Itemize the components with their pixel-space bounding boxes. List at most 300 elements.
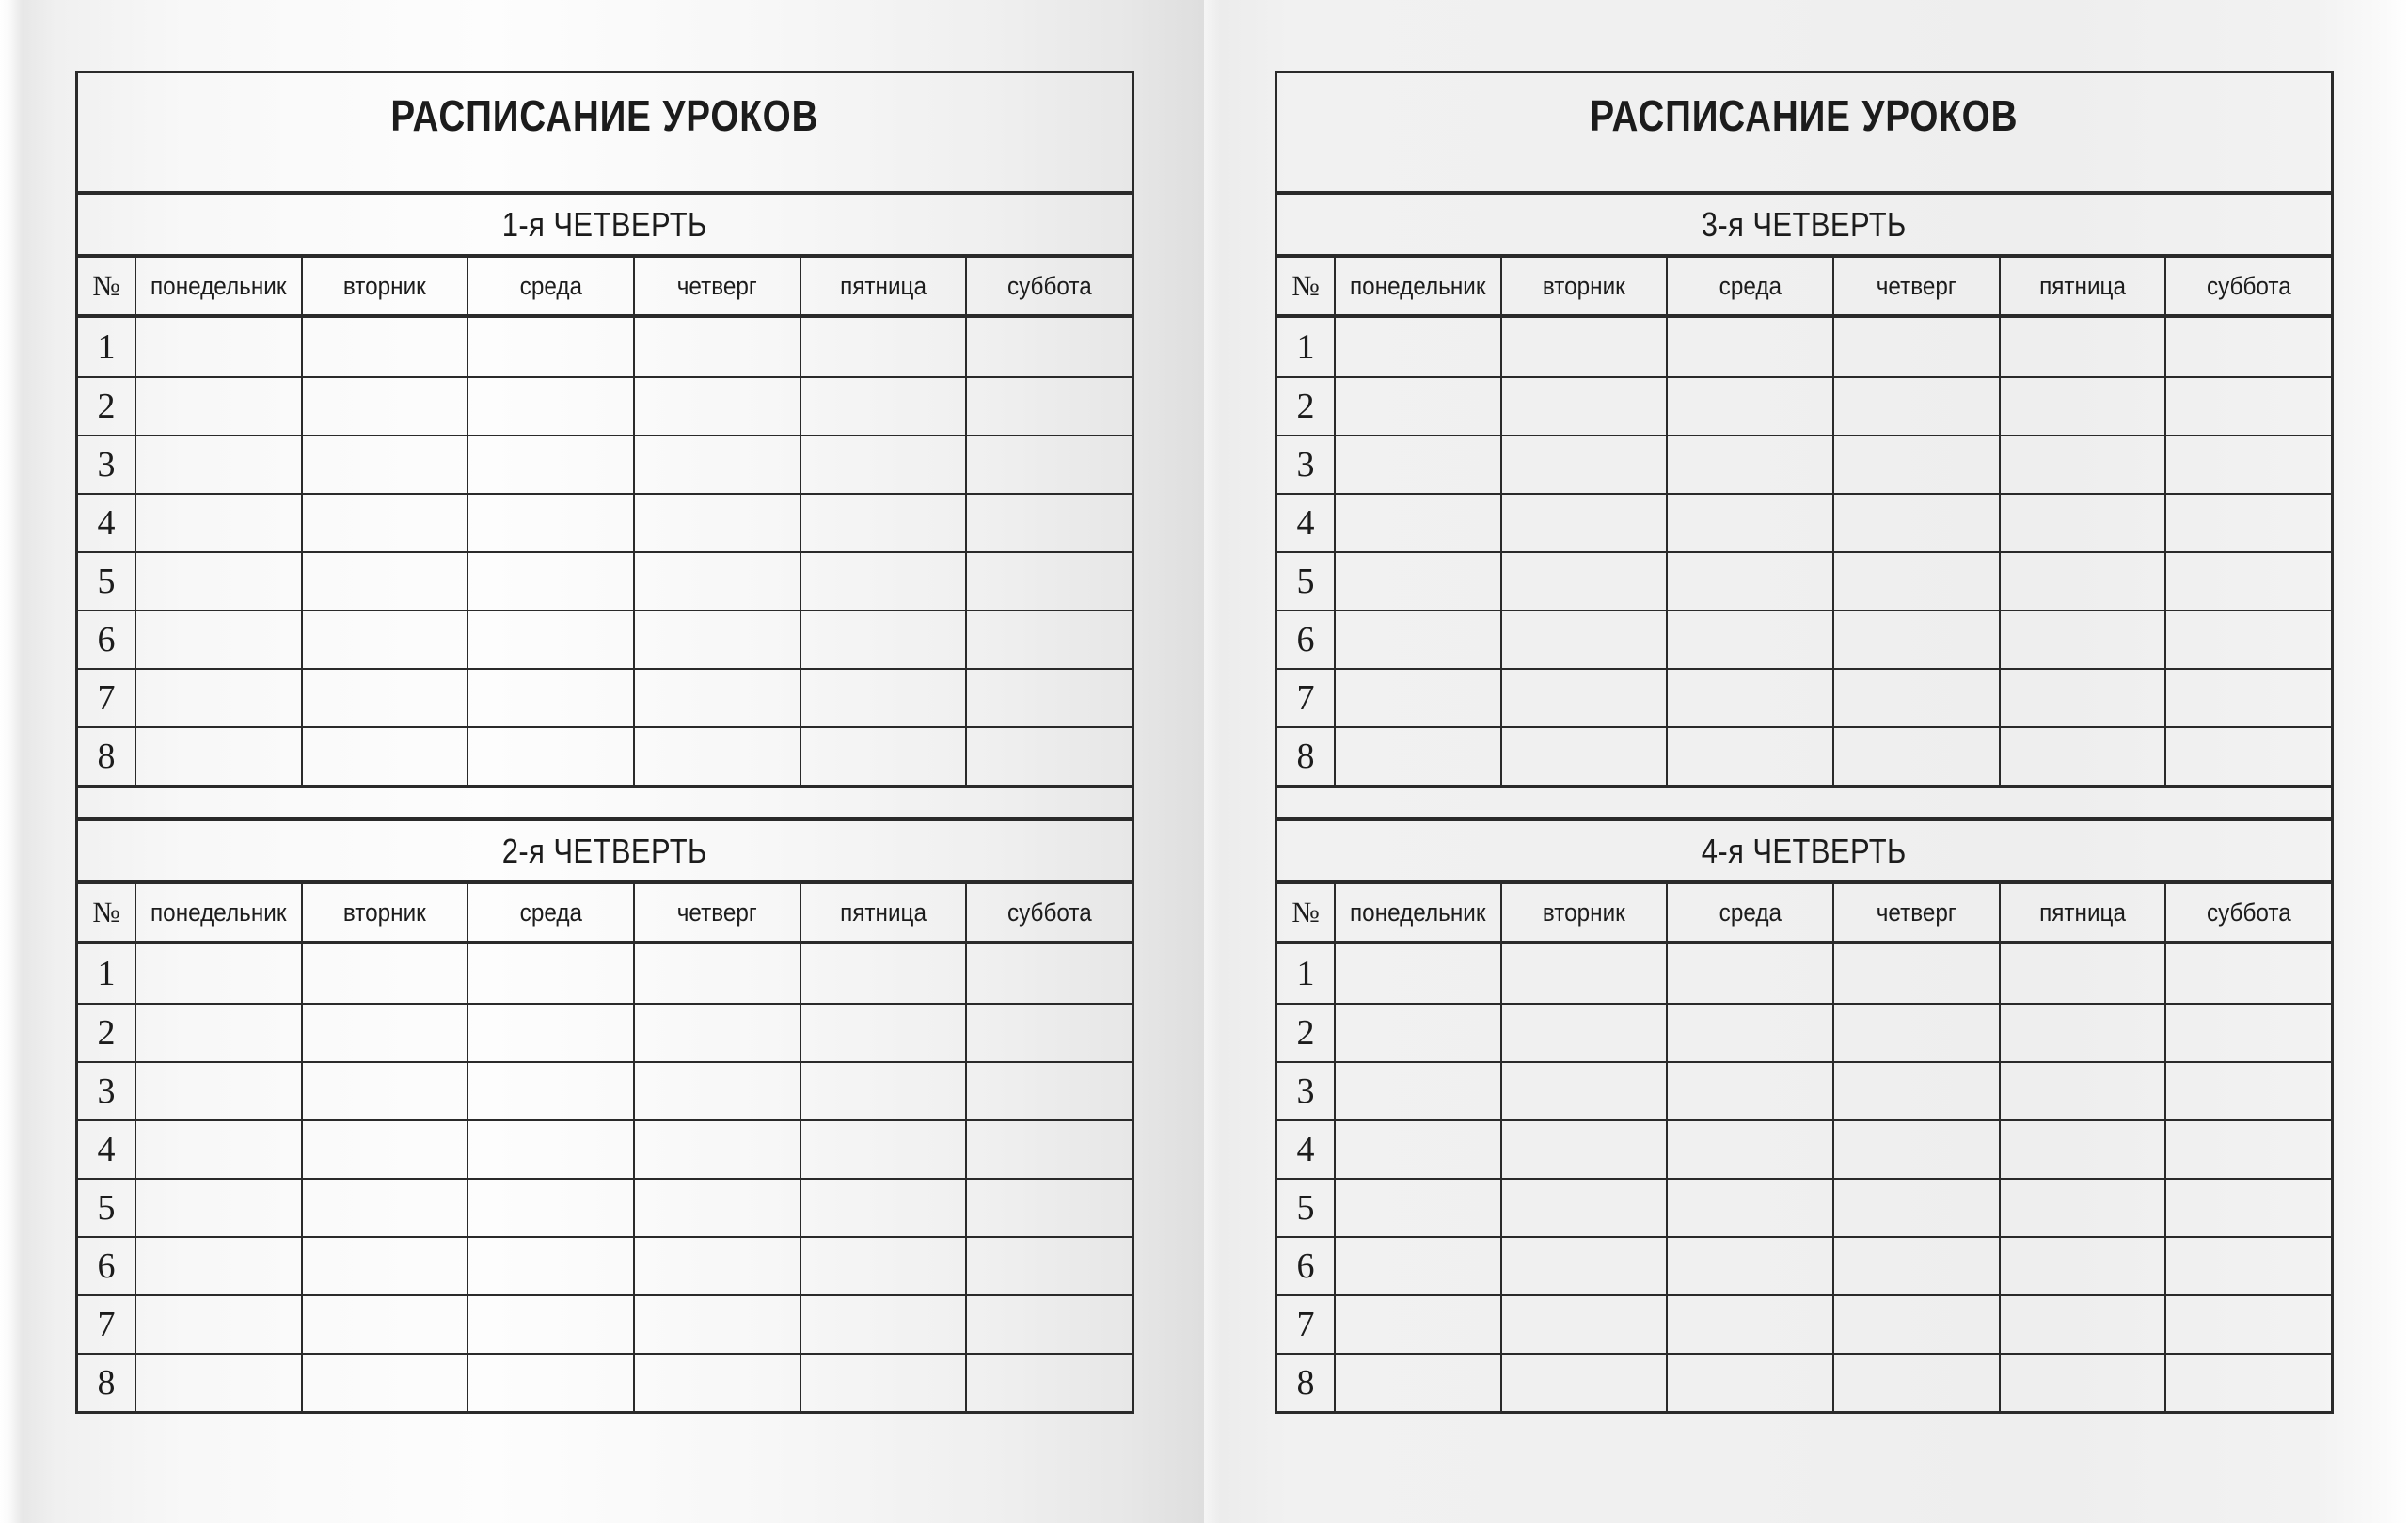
day-column-header-label: среда <box>519 271 582 300</box>
lesson-cell <box>965 728 1132 785</box>
lesson-cell <box>135 495 301 551</box>
page-right <box>1204 0 2408 1523</box>
lesson-cell <box>2164 1355 2331 1411</box>
lesson-cell <box>467 1296 633 1353</box>
lesson-cell <box>467 1238 633 1294</box>
lesson-cell <box>633 436 800 493</box>
day-column-header <box>1999 258 2165 314</box>
lesson-row <box>1277 551 2331 610</box>
day-column-header <box>800 884 966 941</box>
lesson-row <box>78 1236 1132 1294</box>
lesson-number: 8 <box>1296 1363 1315 1403</box>
lesson-number: 6 <box>97 620 116 659</box>
lesson-cell <box>135 1355 301 1411</box>
lesson-cell <box>1666 378 1832 435</box>
day-column-header-label: вторник <box>1543 897 1625 927</box>
day-column-header <box>135 258 301 314</box>
lesson-cell <box>1832 1180 1999 1236</box>
num-column-header-label: № <box>1291 896 1320 928</box>
lesson-cell <box>135 1296 301 1353</box>
schedule-sheet-right <box>1275 71 2334 1414</box>
day-column-header <box>301 884 467 941</box>
lesson-cell <box>965 553 1132 610</box>
day-column-header <box>1832 258 1999 314</box>
lesson-number-cell <box>78 1063 135 1119</box>
lesson-cell <box>965 495 1132 551</box>
lesson-cell <box>1832 436 1999 493</box>
day-column-header-label: четверг <box>1876 271 1956 300</box>
day-column-header <box>1500 884 1667 941</box>
lesson-number-cell <box>1277 1180 1334 1236</box>
lesson-cell <box>2164 1238 2331 1294</box>
lesson-row <box>78 1003 1132 1061</box>
lesson-cell <box>1500 670 1667 726</box>
lesson-cell <box>1999 944 2165 1003</box>
lesson-cell <box>1334 1121 1500 1178</box>
lesson-cell <box>800 318 966 376</box>
lesson-cell <box>301 1355 467 1411</box>
lesson-number-cell <box>1277 436 1334 493</box>
lesson-cell <box>2164 1063 2331 1119</box>
lesson-number-cell <box>1277 1355 1334 1411</box>
lesson-cell <box>301 1063 467 1119</box>
lesson-number-cell <box>78 944 135 1003</box>
lesson-row <box>1277 1003 2331 1061</box>
day-column-header <box>965 884 1132 941</box>
lesson-cell <box>1999 1180 2165 1236</box>
schedule-title-band <box>1277 73 2331 195</box>
lesson-cell <box>1500 728 1667 785</box>
lesson-cell <box>633 553 800 610</box>
lesson-row <box>78 944 1132 1003</box>
quarter-label: 4-я ЧЕТВЕРТЬ <box>1701 831 1908 870</box>
header-row <box>1277 254 2331 318</box>
lesson-cell <box>301 1121 467 1178</box>
lesson-number: 2 <box>97 387 116 426</box>
lesson-number-cell <box>1277 378 1334 435</box>
lesson-number-cell <box>78 1238 135 1294</box>
lesson-cell <box>800 1180 966 1236</box>
lesson-cell <box>467 553 633 610</box>
lesson-number-cell <box>78 553 135 610</box>
lesson-cell <box>301 1238 467 1294</box>
lesson-row <box>1277 726 2331 785</box>
lesson-cell <box>965 436 1132 493</box>
lesson-cell <box>1500 436 1667 493</box>
lesson-cell <box>2164 553 2331 610</box>
lesson-cell <box>2164 318 2331 376</box>
lesson-cell <box>965 670 1132 726</box>
day-column-header <box>1666 884 1832 941</box>
lesson-cell <box>1999 436 2165 493</box>
lesson-cell <box>800 1296 966 1353</box>
lesson-cell <box>1666 1121 1832 1178</box>
lesson-number-cell <box>1277 318 1334 376</box>
lesson-cell <box>1999 1121 2165 1178</box>
lesson-cell <box>1999 1005 2165 1061</box>
lesson-number: 2 <box>1296 387 1315 426</box>
lesson-cell <box>301 944 467 1003</box>
lesson-cell <box>1334 1063 1500 1119</box>
lesson-number-cell <box>78 611 135 668</box>
day-column-header-label: вторник <box>343 897 426 927</box>
lesson-cell <box>301 1005 467 1061</box>
lesson-cell <box>800 944 966 1003</box>
lesson-cell <box>800 1355 966 1411</box>
quarter-table <box>1277 880 2331 1411</box>
day-column-header <box>2164 258 2331 314</box>
lesson-cell <box>1500 553 1667 610</box>
day-column-header-label: пятница <box>2039 897 2126 927</box>
lesson-cell <box>1999 1063 2165 1119</box>
lesson-number: 1 <box>1296 954 1315 993</box>
day-column-header <box>965 258 1132 314</box>
lesson-cell <box>135 378 301 435</box>
lesson-row <box>1277 435 2331 493</box>
lesson-row <box>1277 1236 2331 1294</box>
lesson-cell <box>467 1063 633 1119</box>
lesson-row <box>78 1353 1132 1411</box>
day-column-header-label: понедельник <box>150 271 287 300</box>
lesson-cell <box>1999 495 2165 551</box>
header-row <box>1277 880 2331 944</box>
day-column-header <box>135 884 301 941</box>
lesson-cell <box>467 1355 633 1411</box>
day-column-header-label: понедельник <box>1350 271 1486 300</box>
lesson-cell <box>800 378 966 435</box>
lesson-number-cell <box>1277 1296 1334 1353</box>
lesson-cell <box>633 318 800 376</box>
lesson-number: 7 <box>1296 678 1315 718</box>
day-column-header <box>467 884 633 941</box>
lesson-cell <box>965 1121 1132 1178</box>
lesson-cell <box>2164 1296 2331 1353</box>
lesson-cell <box>1500 1238 1667 1294</box>
lesson-cell <box>1832 553 1999 610</box>
day-column-header <box>2164 884 2331 941</box>
day-column-header <box>800 258 966 314</box>
lesson-cell <box>301 495 467 551</box>
lesson-number-cell <box>78 436 135 493</box>
lesson-cell <box>633 1063 800 1119</box>
num-column-header-label: № <box>1291 269 1320 302</box>
lesson-cell <box>1832 318 1999 376</box>
lesson-cell <box>135 1238 301 1294</box>
day-column-header-label: понедельник <box>150 897 287 927</box>
lesson-cell <box>965 611 1132 668</box>
lesson-cell <box>1334 495 1500 551</box>
day-column-header <box>1334 884 1500 941</box>
lesson-cell <box>1999 1296 2165 1353</box>
lesson-cell <box>800 553 966 610</box>
lesson-cell <box>1832 1121 1999 1178</box>
day-column-header-label: среда <box>519 897 582 927</box>
lesson-number: 8 <box>97 737 116 776</box>
lesson-cell <box>800 670 966 726</box>
lesson-cell <box>1500 611 1667 668</box>
lesson-cell <box>301 728 467 785</box>
day-column-header-label: четверг <box>1876 897 1956 927</box>
day-column-header-label: пятница <box>2039 271 2126 300</box>
num-column-header <box>78 258 135 314</box>
day-column-header-label: суббота <box>1006 271 1092 300</box>
lesson-cell <box>1832 670 1999 726</box>
lesson-row <box>1277 1353 2331 1411</box>
quarter-band <box>78 821 1132 880</box>
lesson-cell <box>1666 436 1832 493</box>
lesson-cell <box>633 378 800 435</box>
quarter-label: 2-я ЧЕТВЕРТЬ <box>501 831 708 870</box>
lesson-cell <box>135 1005 301 1061</box>
quarter-label: 1-я ЧЕТВЕРТЬ <box>501 204 708 244</box>
lesson-cell <box>1500 1121 1667 1178</box>
lesson-cell <box>1666 495 1832 551</box>
lesson-cell <box>1999 318 2165 376</box>
num-column-header <box>1277 258 1334 314</box>
lesson-row <box>78 318 1132 376</box>
lesson-cell <box>1999 728 2165 785</box>
lesson-cell <box>1666 611 1832 668</box>
schedule-title: РАСПИСАНИЕ УРОКОВ <box>390 90 819 140</box>
lesson-cell <box>1999 1238 2165 1294</box>
lesson-cell <box>2164 378 2331 435</box>
lesson-cell <box>633 944 800 1003</box>
lesson-cell <box>1334 378 1500 435</box>
lesson-cell <box>1500 1180 1667 1236</box>
lesson-number: 8 <box>97 1363 116 1403</box>
lesson-cell <box>467 611 633 668</box>
day-column-header-label: четверг <box>676 897 757 927</box>
lesson-number: 3 <box>1296 1071 1315 1111</box>
lesson-row <box>78 668 1132 726</box>
lesson-cell <box>1334 1355 1500 1411</box>
lesson-cell <box>1666 1355 1832 1411</box>
lesson-cell <box>1334 1005 1500 1061</box>
day-column-header <box>1500 258 1667 314</box>
lesson-cell <box>2164 728 2331 785</box>
lesson-number: 5 <box>97 1188 116 1228</box>
lesson-number: 4 <box>97 1130 116 1169</box>
lesson-cell <box>1832 1063 1999 1119</box>
lesson-cell <box>633 670 800 726</box>
lesson-cell <box>1500 944 1667 1003</box>
lesson-row <box>78 551 1132 610</box>
lesson-cell <box>135 944 301 1003</box>
lesson-cell <box>800 1005 966 1061</box>
lesson-number: 7 <box>1296 1305 1315 1344</box>
lesson-cell <box>1500 1005 1667 1061</box>
lesson-cell <box>2164 495 2331 551</box>
lesson-cell <box>467 495 633 551</box>
lesson-cell <box>467 944 633 1003</box>
lesson-row <box>1277 1294 2331 1353</box>
lesson-cell <box>135 553 301 610</box>
lesson-row <box>78 435 1132 493</box>
lesson-cell <box>135 1121 301 1178</box>
day-column-header-label: среда <box>1719 897 1782 927</box>
lesson-cell <box>2164 436 2331 493</box>
lesson-cell <box>301 670 467 726</box>
lesson-cell <box>2164 611 2331 668</box>
lesson-cell <box>1666 1180 1832 1236</box>
lesson-cell <box>467 670 633 726</box>
schedule-title-band <box>78 73 1132 195</box>
lesson-cell <box>1999 378 2165 435</box>
lesson-cell <box>965 1180 1132 1236</box>
day-column-header-label: суббота <box>1006 897 1092 927</box>
lesson-cell <box>135 436 301 493</box>
lesson-cell <box>1999 670 2165 726</box>
lesson-cell <box>800 1063 966 1119</box>
lesson-cell <box>800 728 966 785</box>
lesson-cell <box>467 1121 633 1178</box>
lesson-cell <box>1334 1296 1500 1353</box>
lesson-number: 4 <box>1296 503 1315 543</box>
day-column-header-label: пятница <box>840 897 927 927</box>
num-column-header-label: № <box>92 896 120 928</box>
lesson-cell <box>301 553 467 610</box>
lesson-cell <box>1500 318 1667 376</box>
lesson-row <box>1277 318 2331 376</box>
lesson-cell <box>135 670 301 726</box>
lesson-number-cell <box>1277 1063 1334 1119</box>
lesson-number: 6 <box>1296 620 1315 659</box>
lesson-cell <box>1832 611 1999 668</box>
lesson-number-cell <box>78 378 135 435</box>
lesson-cell <box>1666 1296 1832 1353</box>
day-column-header <box>633 884 800 941</box>
schedule-title: РАСПИСАНИЕ УРОКОВ <box>1590 90 2019 140</box>
num-column-header-label: № <box>92 269 120 302</box>
lesson-cell <box>965 318 1132 376</box>
lesson-number-cell <box>1277 1121 1334 1178</box>
lesson-cell <box>633 1238 800 1294</box>
lesson-cell <box>1832 495 1999 551</box>
lesson-number-cell <box>1277 1005 1334 1061</box>
lesson-row <box>78 726 1132 785</box>
day-column-header-label: суббота <box>2206 897 2291 927</box>
lesson-cell <box>2164 1180 2331 1236</box>
divider-band <box>78 785 1132 821</box>
lesson-row <box>78 493 1132 551</box>
lesson-number: 4 <box>1296 1130 1315 1169</box>
lesson-cell <box>965 1005 1132 1061</box>
lesson-row <box>1277 376 2331 435</box>
lesson-cell <box>1334 944 1500 1003</box>
lesson-cell <box>965 1238 1132 1294</box>
lesson-cell <box>135 1063 301 1119</box>
lesson-cell <box>1832 1355 1999 1411</box>
lesson-number-cell <box>78 728 135 785</box>
day-column-header-label: четверг <box>676 271 757 300</box>
lesson-cell <box>800 1238 966 1294</box>
lesson-cell <box>2164 1005 2331 1061</box>
lesson-cell <box>1666 318 1832 376</box>
lesson-number-cell <box>1277 495 1334 551</box>
lesson-number-cell <box>78 1005 135 1061</box>
day-column-header-label: суббота <box>2206 271 2291 300</box>
lesson-cell <box>1999 553 2165 610</box>
day-column-header-label: среда <box>1719 271 1782 300</box>
header-row <box>78 254 1132 318</box>
lesson-cell <box>965 378 1132 435</box>
lesson-cell <box>467 378 633 435</box>
quarter-label: 3-я ЧЕТВЕРТЬ <box>1701 204 1908 244</box>
lesson-number: 3 <box>97 445 116 484</box>
lesson-number-cell <box>78 1180 135 1236</box>
lesson-row <box>1277 668 2331 726</box>
lesson-number: 6 <box>1296 1246 1315 1286</box>
lesson-number-cell <box>1277 728 1334 785</box>
lesson-number: 2 <box>97 1013 116 1053</box>
lesson-row <box>1277 1178 2331 1236</box>
day-column-header <box>1999 884 2165 941</box>
lesson-cell <box>467 318 633 376</box>
lesson-number-cell <box>1277 1238 1334 1294</box>
lesson-number: 1 <box>97 327 116 367</box>
lesson-number-cell <box>1277 670 1334 726</box>
lesson-cell <box>633 1355 800 1411</box>
lesson-cell <box>1334 670 1500 726</box>
day-column-header <box>1334 258 1500 314</box>
lesson-cell <box>1999 611 2165 668</box>
lesson-cell <box>135 318 301 376</box>
lesson-cell <box>965 1296 1132 1353</box>
lesson-cell <box>633 611 800 668</box>
day-column-header <box>467 258 633 314</box>
lesson-cell <box>1500 1296 1667 1353</box>
lesson-cell <box>1666 944 1832 1003</box>
lesson-cell <box>1832 378 1999 435</box>
lesson-cell <box>1334 728 1500 785</box>
lesson-cell <box>135 611 301 668</box>
lesson-cell <box>2164 670 2331 726</box>
day-column-header-label: вторник <box>343 271 426 300</box>
day-column-header <box>301 258 467 314</box>
lesson-cell <box>633 1296 800 1353</box>
lesson-number-cell <box>1277 553 1334 610</box>
lesson-number: 5 <box>1296 1188 1315 1228</box>
num-column-header <box>78 884 135 941</box>
lesson-cell <box>965 1355 1132 1411</box>
lesson-cell <box>1334 318 1500 376</box>
lesson-cell <box>2164 1121 2331 1178</box>
lesson-cell <box>800 1121 966 1178</box>
divider-band <box>1277 785 2331 821</box>
lesson-cell <box>301 611 467 668</box>
lesson-number: 7 <box>97 678 116 718</box>
lesson-number: 5 <box>97 562 116 601</box>
lesson-row <box>78 376 1132 435</box>
day-column-header-label: вторник <box>1543 271 1625 300</box>
quarter-table <box>1277 254 2331 785</box>
lesson-row <box>1277 944 2331 1003</box>
lesson-cell <box>1999 1355 2165 1411</box>
lesson-row <box>78 1294 1132 1353</box>
lesson-row <box>78 1119 1132 1178</box>
lesson-row <box>1277 1119 2331 1178</box>
lesson-cell <box>965 944 1132 1003</box>
lesson-cell <box>1334 611 1500 668</box>
lesson-cell <box>301 1296 467 1353</box>
lesson-cell <box>1832 1296 1999 1353</box>
lesson-cell <box>301 378 467 435</box>
lesson-number-cell <box>78 318 135 376</box>
lesson-cell <box>965 1063 1132 1119</box>
lesson-cell <box>1334 553 1500 610</box>
lesson-cell <box>633 1121 800 1178</box>
lesson-cell <box>301 436 467 493</box>
